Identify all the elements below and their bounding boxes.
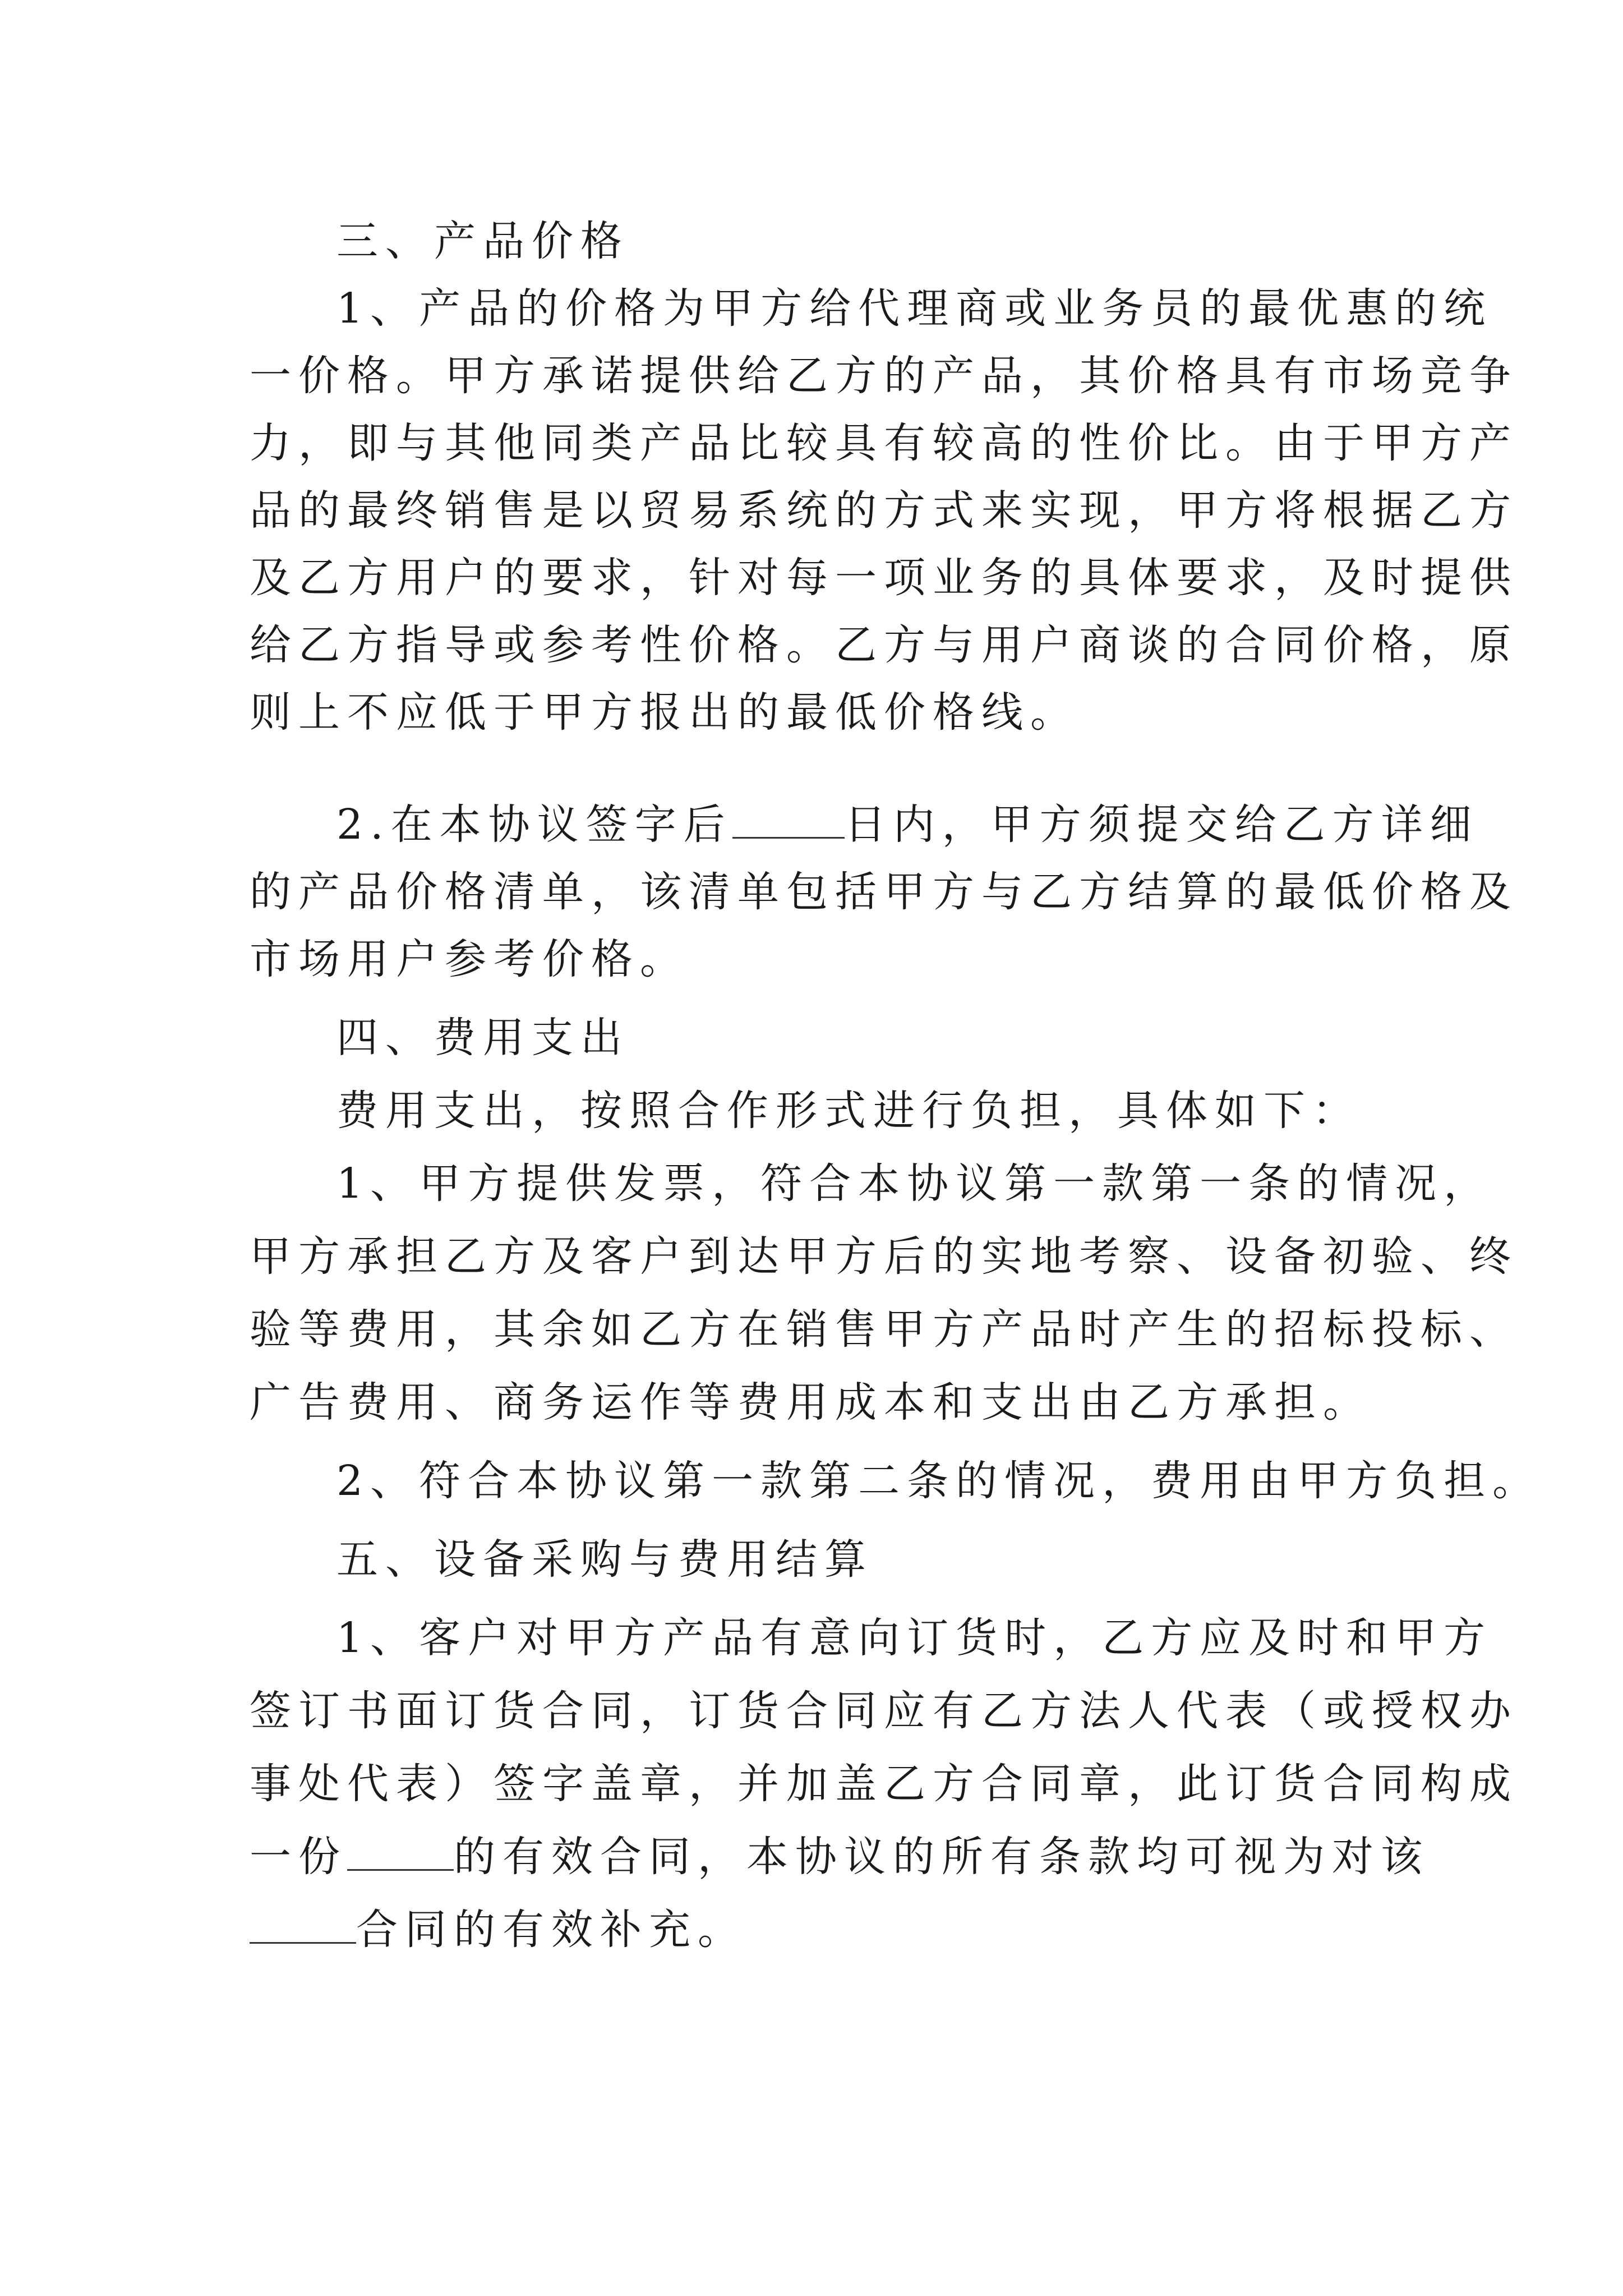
line-text: 的有效合同，本协议的所有条款均可视为对该 xyxy=(454,1833,1430,1881)
line-text: 一份 xyxy=(250,1833,347,1881)
paragraph-line: 甲方承担乙方及客户到达甲方后的实地考察、设备初验、终 xyxy=(250,1232,1518,1281)
section-heading-3: 三、产品价格 xyxy=(336,217,629,265)
paragraph-line: 及乙方用户的要求，针对每一项业务的具体要求，及时提供 xyxy=(250,554,1518,602)
paragraph-line: 1、甲方提供发票，符合本协议第一款第一条的情况， xyxy=(336,1159,1493,1208)
fill-in-blank xyxy=(732,800,845,839)
line-text: 合同的有效补充。 xyxy=(356,1906,746,1954)
paragraph-line: 1、产品的价格为甲方给代理商或业务员的最优惠的统 xyxy=(336,284,1493,333)
paragraph-line: 1、客户对甲方产品有意向订货时，乙方应及时和甲方 xyxy=(336,1614,1493,1662)
paragraph-line: 的产品价格清单，该清单包括甲方与乙方结算的最低价格及 xyxy=(250,868,1518,916)
paragraph-line: 力，即与其他同类产品比较具有较高的性价比。由于甲方产 xyxy=(250,419,1518,467)
paragraph-line-with-blank xyxy=(250,1902,746,1958)
paragraph-line: 一价格。甲方承诺提供给乙方的产品，其价格具有市场竞争 xyxy=(250,352,1518,400)
paragraph-line: 广告费用、商务运作等费用成本和支出由乙方承担。 xyxy=(250,1378,1372,1427)
fill-in-blank xyxy=(250,1905,356,1944)
paragraph-line: 则上不应低于甲方报出的最低价格线。 xyxy=(250,688,1079,737)
paragraph-line: 验等费用，其余如乙方在销售甲方产品时产生的招标投标、 xyxy=(250,1305,1518,1354)
paragraph-line: 2、符合本协议第一款第二条的情况，费用由甲方负担。 xyxy=(336,1457,1542,1505)
paragraph-line-with-blank xyxy=(250,1829,1430,1885)
paragraph-line-with-blank xyxy=(336,797,1479,853)
paragraph-line: 给乙方指导或参考性价格。乙方与用户商谈的合同价格，原 xyxy=(250,621,1518,669)
paragraph-line: 签订书面订货合同，订货合同应有乙方法人代表（或授权办 xyxy=(250,1687,1518,1735)
section-heading-5: 五、设备采购与费用结算 xyxy=(336,1535,873,1584)
line-text: 日内，甲方须提交给乙方详细 xyxy=(844,800,1479,849)
paragraph-line: 费用支出，按照合作形式进行负担，具体如下： xyxy=(336,1087,1361,1135)
paragraph-line: 事处代表）签字盖章，并加盖乙方合同章，此订货合同构成 xyxy=(250,1760,1518,1808)
paragraph-line: 品的最终销售是以贸易系统的方式来实现，甲方将根据乙方 xyxy=(250,486,1518,535)
paragraph-line: 市场用户参考价格。 xyxy=(250,935,689,983)
fill-in-blank xyxy=(347,1832,454,1871)
line-text: 2.在本协议签字后 xyxy=(336,800,732,849)
section-heading-4: 四、费用支出 xyxy=(336,1014,629,1062)
